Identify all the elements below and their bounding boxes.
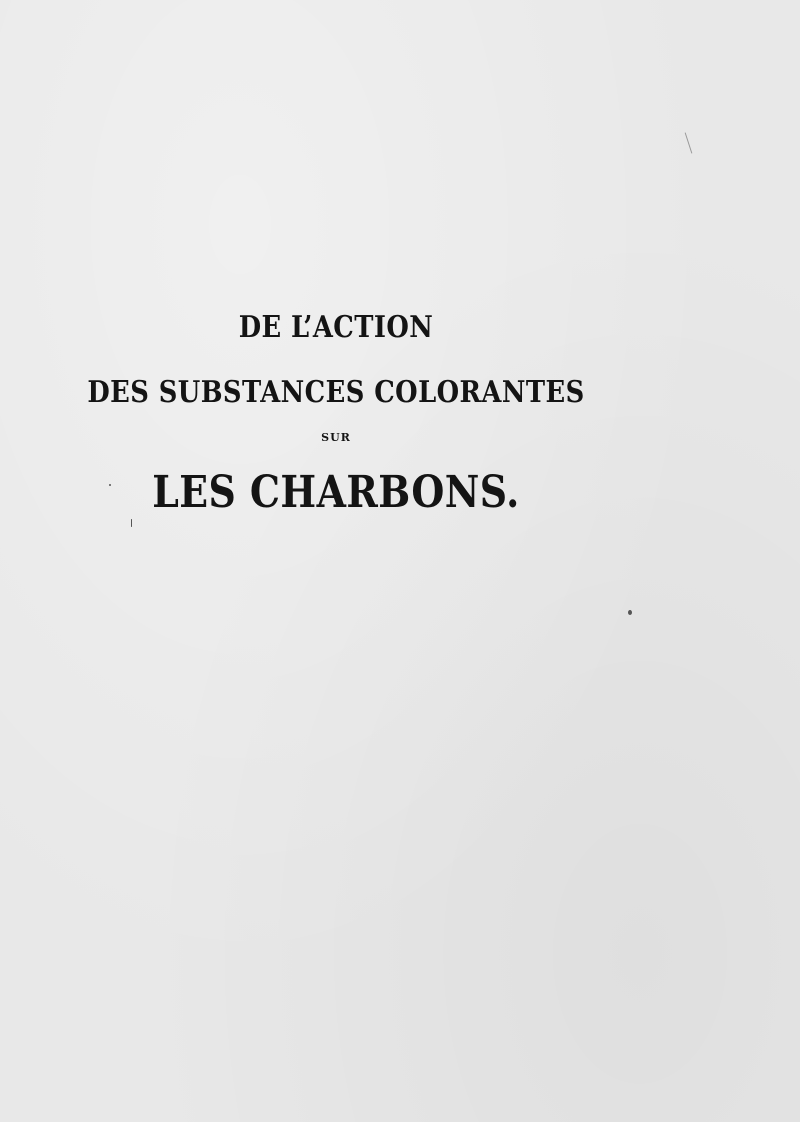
paper-speck [685,132,693,153]
title-line-3: SUR [321,431,351,444]
paper-speck [109,484,111,486]
title-line-1: DE L’ACTION [238,310,434,345]
title-line-2: DES SUBSTANCES COLORANTES [87,375,585,410]
paper-speck [628,610,632,615]
paper-speck [131,519,132,527]
title-line-4: LES CHARBONS. [152,467,520,518]
